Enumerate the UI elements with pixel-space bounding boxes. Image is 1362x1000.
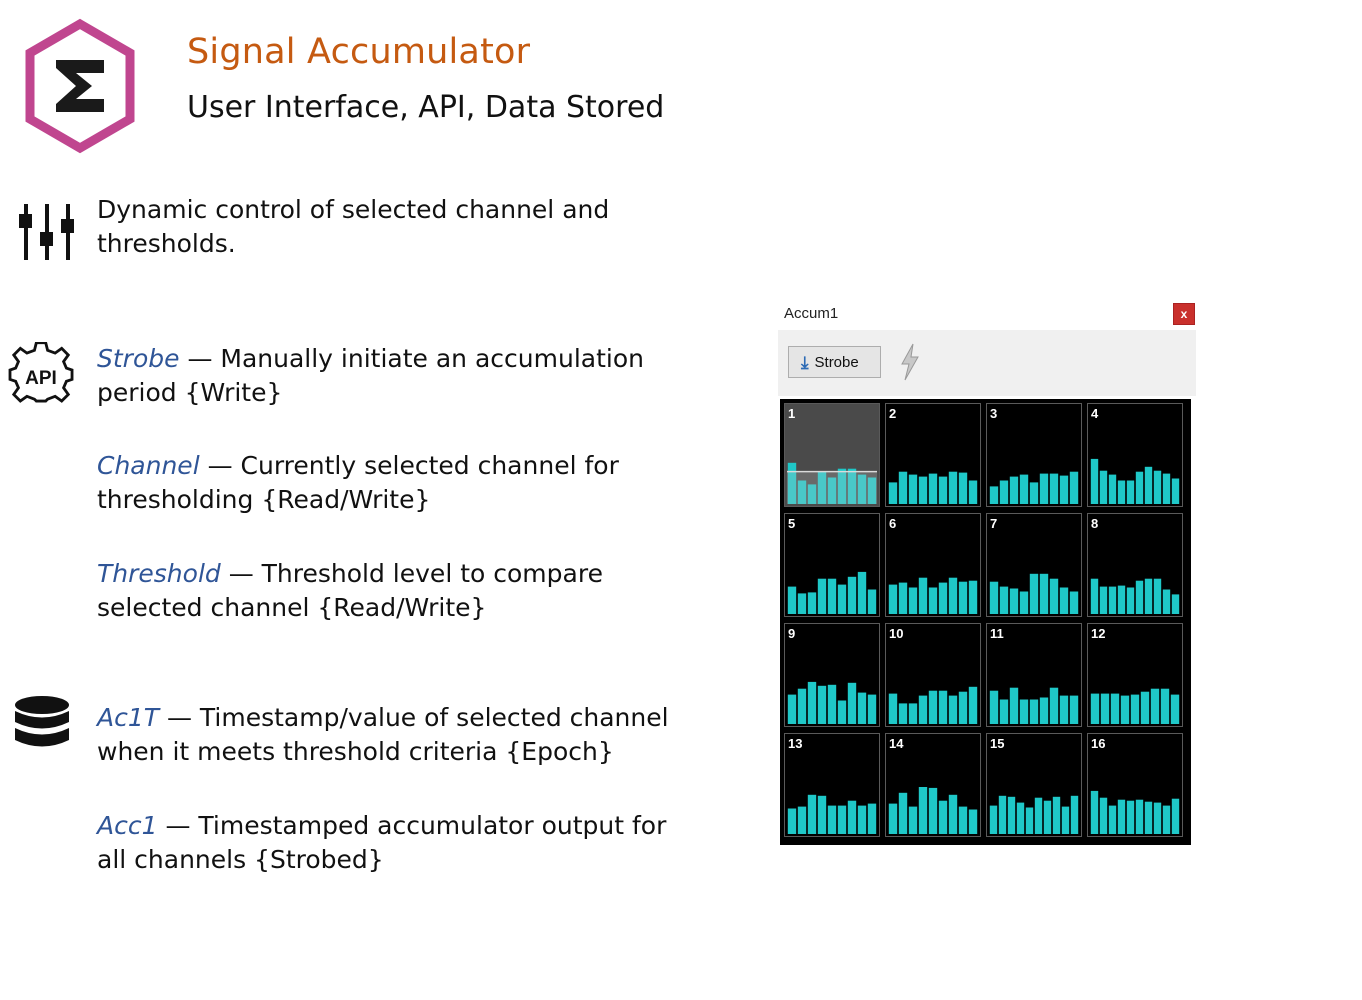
channel-bar: [889, 804, 897, 834]
channel-bar: [1154, 579, 1161, 614]
channel-bars: [886, 514, 980, 616]
channel-bar: [990, 806, 997, 834]
channel-label: 14: [889, 736, 904, 751]
channel-bar: [1145, 802, 1152, 834]
api-threshold-item: [97, 557, 697, 625]
channel-bar: [1118, 481, 1125, 505]
channel-panel-13[interactable]: [784, 733, 880, 837]
channel-bars: [1088, 404, 1182, 506]
channel-bar: [838, 806, 846, 834]
api-strobe-desc: — Manually initiate an accumulation period {Write}: [97, 344, 644, 407]
download-arrow-icon: ⤓: [801, 352, 809, 372]
channel-bar: [1136, 581, 1143, 614]
channel-bars: [886, 734, 980, 836]
channel-bar: [1091, 791, 1098, 834]
channel-bar: [798, 689, 806, 724]
channel-bar: [899, 472, 907, 504]
data-acc1-item: [97, 809, 697, 877]
page-title: Signal Accumulator: [187, 32, 531, 72]
channel-bar: [1071, 796, 1078, 834]
channel-bar: [1060, 588, 1068, 615]
channel-bar: [1040, 698, 1048, 725]
channel-bar: [1044, 801, 1051, 834]
channel-bar: [1070, 472, 1078, 504]
data-acc1-desc: — Timestamped accumulator output for all channels {Strobed}: [97, 811, 667, 874]
channel-bars: [785, 514, 879, 616]
close-button[interactable]: x: [1173, 303, 1195, 325]
channel-bar: [828, 579, 836, 614]
channel-bar: [1163, 474, 1170, 504]
channel-bars: [1088, 514, 1182, 616]
lightning-bolt-icon[interactable]: [896, 342, 922, 382]
channel-label: 4: [1091, 406, 1099, 421]
channel-bar: [1060, 696, 1068, 724]
channel-bar: [1171, 695, 1179, 724]
database-icon: [12, 694, 72, 754]
channel-bar: [1154, 471, 1161, 504]
channel-bar: [1172, 799, 1179, 834]
channel-bar: [818, 579, 826, 614]
channel-label: 9: [788, 626, 796, 641]
channel-bar: [1026, 808, 1033, 835]
sigma-hexagon-icon: [18, 18, 142, 154]
channel-bar: [919, 578, 927, 614]
channel-bar: [1172, 594, 1179, 614]
channel-panel-11[interactable]: [986, 623, 1082, 727]
channel-bar: [838, 585, 846, 614]
channel-bar: [949, 578, 957, 614]
channel-bars: [987, 514, 1081, 616]
channel-bar: [1017, 803, 1024, 834]
api-threshold-desc: — Threshold level to compare selected channel {Read/Write}: [97, 559, 603, 622]
channel-panel-8[interactable]: [1087, 513, 1183, 617]
channel-bar: [939, 477, 947, 504]
channel-bar: [919, 787, 927, 834]
channel-bar: [1154, 803, 1161, 834]
channel-bar: [1050, 474, 1058, 504]
channel-bar: [1109, 475, 1116, 504]
channel-grid: [780, 399, 1191, 845]
channel-bar: [929, 474, 937, 504]
channel-bar: [1145, 579, 1152, 614]
data-ac1t-item: [97, 701, 697, 769]
channel-bar: [909, 475, 917, 504]
api-strobe-name: Strobe: [97, 344, 180, 373]
channel-bar: [990, 691, 998, 724]
channel-bar: [899, 793, 907, 834]
channel-bars: [987, 404, 1081, 506]
channel-bar: [1163, 806, 1170, 834]
strobe-button-label: Strobe: [814, 353, 859, 371]
channel-panel-2[interactable]: [885, 403, 981, 507]
data-acc1-name: Acc1: [97, 811, 158, 840]
channel-bar: [889, 585, 897, 614]
data-ac1t-desc: — Timestamp/value of selected channel when it meets threshold criteria {Epoch}: [97, 703, 669, 766]
channel-bar: [1172, 479, 1179, 505]
channel-panel-12[interactable]: [1087, 623, 1183, 727]
channel-bar: [1101, 694, 1109, 724]
channel-bar: [858, 572, 866, 614]
toolbar: [778, 330, 1196, 396]
channel-bar: [848, 683, 856, 724]
channel-bar: [1010, 688, 1018, 724]
channel-bar: [939, 691, 947, 724]
channel-bar: [899, 583, 907, 614]
channel-panel-1[interactable]: [784, 403, 880, 507]
channel-bar: [788, 695, 796, 724]
channel-bar: [899, 703, 907, 724]
channel-bar: [1000, 481, 1008, 505]
channel-bar: [889, 482, 897, 504]
channel-label: 12: [1091, 626, 1106, 641]
channel-bar: [818, 796, 826, 834]
channel-bar: [1030, 700, 1038, 725]
channel-bars: [987, 624, 1081, 726]
channel-label: 2: [889, 406, 897, 421]
channel-bar: [1141, 692, 1149, 724]
channel-panel-6[interactable]: [885, 513, 981, 617]
channel-bar: [1000, 587, 1008, 614]
channel-bar: [858, 806, 866, 834]
channel-panel-7[interactable]: [986, 513, 1082, 617]
channel-bar: [808, 592, 816, 614]
channel-bar: [1008, 797, 1015, 834]
channel-bar: [1145, 467, 1152, 504]
channel-label: 7: [990, 516, 998, 531]
channel-bar: [1050, 688, 1058, 724]
channel-panel-3[interactable]: [986, 403, 1082, 507]
channel-bar: [1151, 689, 1159, 724]
sliders-icon: [14, 200, 80, 266]
channel-panel-10[interactable]: [885, 623, 981, 727]
channel-label: 10: [889, 626, 904, 641]
channel-bar: [939, 801, 947, 834]
window-title: Accum1: [784, 305, 839, 322]
channel-bar: [919, 477, 927, 504]
strobe-button[interactable]: [788, 346, 881, 378]
channel-bar: [1127, 481, 1134, 505]
channel-bar: [959, 807, 967, 834]
channel-panel-5[interactable]: [784, 513, 880, 617]
channel-bar: [1100, 471, 1107, 504]
page-subtitle: User Interface, API, Data Stored: [187, 90, 665, 125]
channel-bars: [987, 734, 1081, 836]
channel-bar: [1060, 476, 1068, 504]
channel-bar: [1030, 482, 1038, 504]
channel-bar: [969, 810, 977, 835]
channel-bar: [788, 809, 796, 835]
channel-bar: [858, 693, 866, 724]
channel-bar: [909, 588, 917, 615]
channel-bars: [785, 734, 879, 836]
channel-bar: [909, 703, 917, 724]
channel-bar: [969, 481, 977, 505]
channel-bar: [929, 788, 937, 834]
channel-bars: [785, 624, 879, 726]
channel-bars: [1088, 734, 1182, 836]
channel-bar: [1091, 579, 1098, 614]
channel-bar: [868, 804, 876, 834]
channel-label: 5: [788, 516, 796, 531]
channel-bar: [808, 795, 816, 834]
channel-panel-4[interactable]: [1087, 403, 1183, 507]
api-gear-icon: [8, 342, 74, 408]
channel-bar: [969, 687, 977, 724]
channel-bar: [1070, 696, 1078, 724]
channel-bar: [949, 795, 957, 834]
api-channel-desc: — Currently selected channel for thresholding {Read/Write}: [97, 451, 619, 514]
channel-bar: [1109, 587, 1116, 614]
channel-label: 16: [1091, 736, 1106, 751]
channel-bar: [828, 806, 836, 834]
channel-bar: [838, 701, 846, 725]
channel-bar: [949, 472, 957, 504]
channel-bars: [886, 404, 980, 506]
channel-bar: [1040, 474, 1048, 504]
channel-bar: [909, 807, 917, 834]
channel-bar: [1136, 800, 1143, 834]
channel-bar: [1020, 700, 1028, 725]
channel-label: 3: [990, 406, 998, 421]
channel-label: 13: [788, 736, 803, 751]
channel-bar: [1109, 806, 1116, 834]
channel-bar: [1035, 798, 1042, 834]
channel-bar: [1091, 694, 1099, 724]
channel-bar: [949, 696, 957, 724]
channel-bar: [868, 590, 876, 615]
channel-label: 15: [990, 736, 1005, 751]
api-threshold-name: Threshold: [97, 559, 221, 588]
channel-bar: [828, 685, 836, 724]
api-strobe-item: [97, 342, 697, 410]
channel-bar: [889, 694, 897, 724]
channel-bar: [818, 686, 826, 724]
channel-panel-15[interactable]: [986, 733, 1082, 837]
channel-panel-14[interactable]: [885, 733, 981, 837]
channel-bar: [1020, 592, 1028, 615]
accumulator-window: [778, 298, 1196, 848]
channel-bar: [1030, 574, 1038, 614]
channel-label: 8: [1091, 516, 1099, 531]
channel-bar: [1000, 700, 1008, 725]
channel-panel-16[interactable]: [1087, 733, 1183, 837]
channel-bar: [868, 695, 876, 724]
data-ac1t-name: Ac1T: [97, 703, 160, 732]
channel-bar: [919, 696, 927, 724]
channel-bar: [990, 582, 998, 614]
channel-bar: [959, 692, 967, 724]
channel-bar: [1163, 590, 1170, 615]
channel-bar: [798, 593, 806, 614]
channel-bar: [929, 588, 937, 615]
channel-bar: [939, 583, 947, 614]
channel-bar: [1020, 475, 1028, 504]
channel-bar: [1062, 807, 1069, 834]
channel-bar: [1010, 589, 1018, 615]
channel-bar: [1010, 477, 1018, 504]
channel-bar: [1127, 588, 1134, 615]
channel-bar: [1040, 574, 1048, 614]
channel-bar: [788, 587, 796, 614]
channel-bar: [959, 473, 967, 504]
channel-bar: [1070, 592, 1078, 615]
api-channel-item: [97, 449, 697, 517]
channel-bar: [969, 581, 977, 614]
api-channel-name: Channel: [97, 451, 200, 480]
channel-bar: [959, 582, 967, 614]
channel-label: 1: [788, 406, 796, 421]
channel-bar: [1100, 587, 1107, 614]
channel-bar: [1127, 801, 1134, 834]
channel-bar: [1161, 689, 1169, 724]
channel-bar: [808, 682, 816, 724]
channel-bar: [929, 691, 937, 724]
channel-bar: [1091, 459, 1098, 504]
channel-bar: [1100, 798, 1107, 834]
channel-panel-9[interactable]: [784, 623, 880, 727]
channel-bar: [1053, 797, 1060, 834]
channel-bar: [1136, 472, 1143, 504]
channel-label: 11: [990, 626, 1004, 641]
channel-bar: [1118, 800, 1125, 834]
channel-bar: [798, 807, 806, 834]
channel-bars: [1088, 624, 1182, 726]
channel-bar: [999, 796, 1006, 834]
channel-bar: [1050, 579, 1058, 614]
channel-bar: [1111, 694, 1119, 724]
channel-bars: [886, 624, 980, 726]
channel-bar: [990, 486, 998, 504]
channel-bar: [848, 577, 856, 614]
channel-bar: [848, 801, 856, 834]
channel-bar: [1121, 696, 1129, 724]
channel-bar: [1131, 695, 1139, 724]
channel-bars: [785, 404, 879, 506]
channel-label: 6: [889, 516, 897, 531]
svg-text:API: API: [25, 368, 57, 389]
threshold-region: [787, 472, 877, 504]
channel-bar: [1118, 586, 1125, 614]
controls-description: Dynamic control of selected channel and thresholds.: [97, 195, 610, 258]
